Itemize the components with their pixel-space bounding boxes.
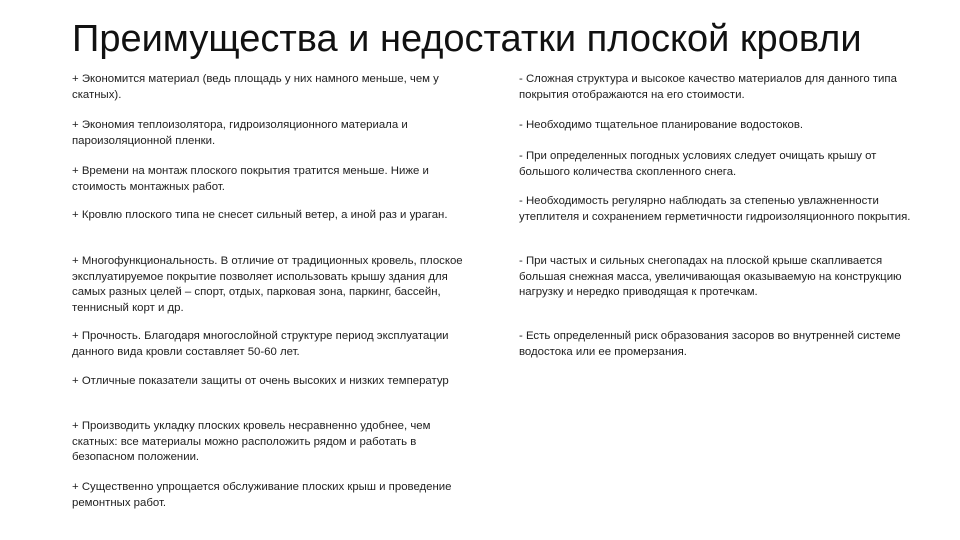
disadvantage-item: - При определенных погодных условиях следует очищать крышу от большого количества скопленного снега. [519, 150, 877, 178]
advantage-item: + Прочность. Благодаря многослойной структуре период эксплуатации данного вида кровли составляет 50-60 лет. [72, 330, 449, 358]
advantage-item: + Кровлю плоского типа не снесет сильный ветер, а иной раз и ураган. [72, 209, 448, 221]
disadvantage-item: - При частых и сильных снегопадах на плоской крыше скапливается большая снежная масса, увеличивающая оказываемую на конструкцию нагрузку и нередко приводящая к протечкам. [519, 255, 902, 298]
disadvantage-item: - Сложная структура и высокое качество материалов для данного типа покрытия отображаются на его стоимости. [519, 73, 897, 101]
advantage-item: + Отличные показатели защиты от очень высоких и низких температур [72, 375, 449, 387]
disadvantage-item: - Необходимость регулярно наблюдать за степенью увлажненности утеплителя и сохранением герметичности гидроизоляционного покрытия. [519, 195, 911, 223]
advantage-item: + Экономится материал (ведь площадь у них намного меньше, чем у скатных). [72, 73, 439, 101]
disadvantage-item: - Есть определенный риск образования засоров во внутренней системе водостока или ее промерзания. [519, 330, 901, 358]
advantage-item: + Многофункциональность. В отличие от традиционных кровель, плоское эксплуатируемое покрытие позволяет использовать крышу здания для самых разных целей – спорт, отдых, парковая зона, паркинг, бассейн, теннисный корт и др. [72, 255, 463, 314]
advantage-item: + Экономия теплоизолятора, гидроизоляционного материала и пароизоляционной пленки. [72, 119, 408, 147]
advantage-item: + Времени на монтаж плоского покрытия тратится меньше. Ниже и стоимость монтажных работ. [72, 165, 429, 193]
advantage-item: + Существенно упрощается обслуживание плоских крыш и проведение ремонтных работ. [72, 481, 452, 509]
disadvantage-item: - Необходимо тщательное планирование водостоков. [519, 119, 804, 131]
slide-title: Преимущества и недостатки плоской кровли [72, 18, 862, 60]
advantage-item: + Производить укладку плоских кровель несравненно удобнее, чем скатных: все материалы можно расположить рядом и работать в безопасном положении. [72, 420, 431, 463]
